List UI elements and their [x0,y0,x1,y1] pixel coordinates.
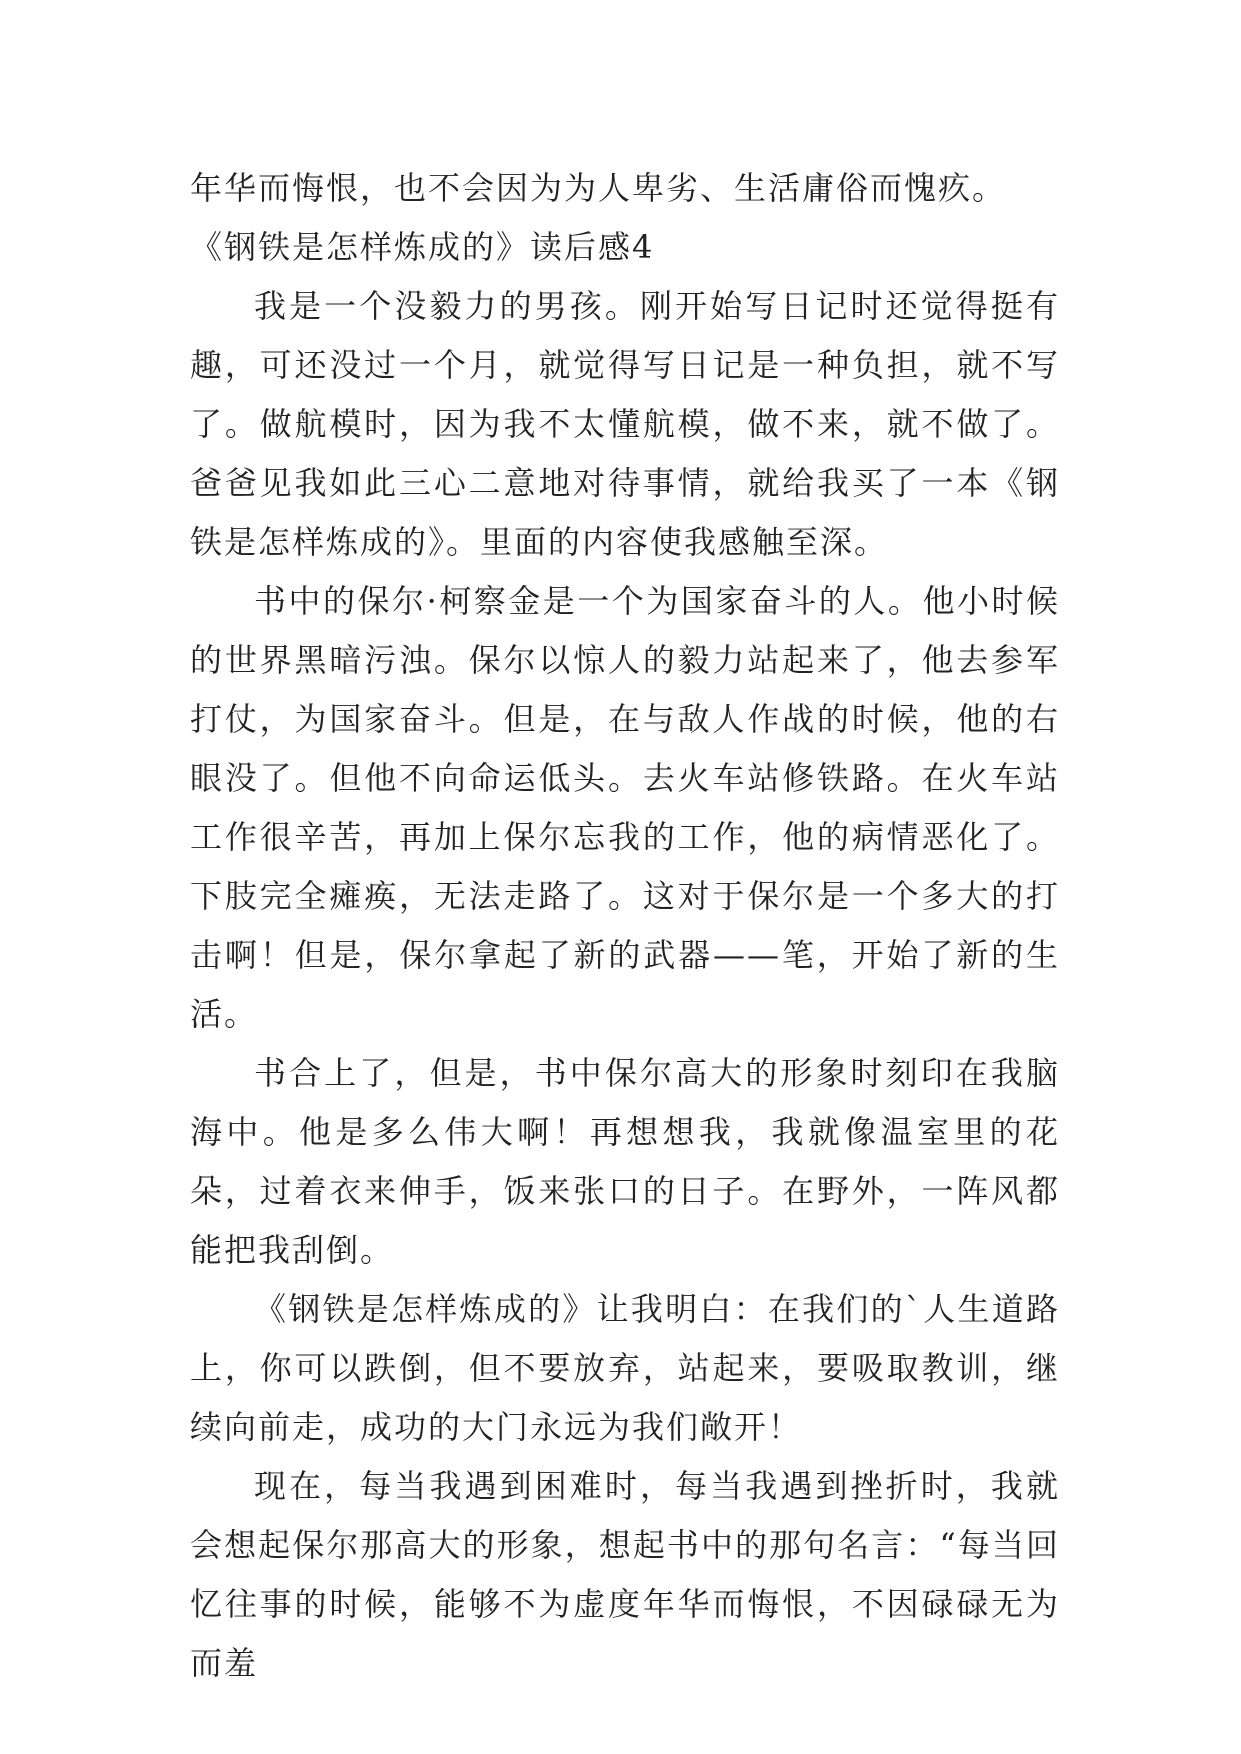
paragraph-continuation: 年华而悔恨，也不会因为为人卑劣、生活庸俗而愧疚。 [190,169,1007,207]
section-title: 《钢铁是怎样炼成的》读后感4 [190,228,655,266]
paragraph-paul-story: 书中的保尔·柯察金是一个为国家奋斗的人。他小时候的世界黑暗污浊。保尔以惊人的毅力站起来了，他去参军打仗，为国家奋斗。但是，在与敌人作战的时候，他的右眼没了。但他不向命运低头。去火车站修铁路。在火车站工作很辛苦，再加上保尔忘我的工作，他的病情恶化了。下肢完全瘫痪，无法走路了。这对于保尔是一个多大的打击啊！但是，保尔拿起了新的武器——笔，开始了新的生活。 [190,582,1060,1033]
paragraph-reflection: 书合上了，但是，书中保尔高大的形象时刻印在我脑海中。他是多么伟大啊！再想想我，我就像温室里的花朵，过着衣来伸手，饭来张口的日子。在野外，一阵风都能把我刮倒。 [190,1054,1060,1269]
paragraph-lesson: 《钢铁是怎样炼成的》让我明白：在我们的`人生道路上，你可以跌倒，但不要放弃，站起来，要吸取教训，继续向前走，成功的大门永远为我们敞开！ [190,1290,1060,1446]
document-body [190,159,1060,1693]
paragraph-intro: 我是一个没毅力的男孩。刚开始写日记时还觉得挺有趣，可还没过一个月，就觉得写日记是一种负担，就不写了。做航模时，因为我不太懂航模，做不来，就不做了。爸爸见我如此三心二意地对待事情，就给我买了一本《钢铁是怎样炼成的》。里面的内容使我感触至深。 [190,287,1060,561]
paragraph-quote: 现在，每当我遇到困难时，每当我遇到挫折时，我就会想起保尔那高大的形象，想起书中的那句名言：“每当回忆往事的时候，能够不为虚度年华而悔恨，不因碌碌无为而羞 [190,1467,1060,1682]
